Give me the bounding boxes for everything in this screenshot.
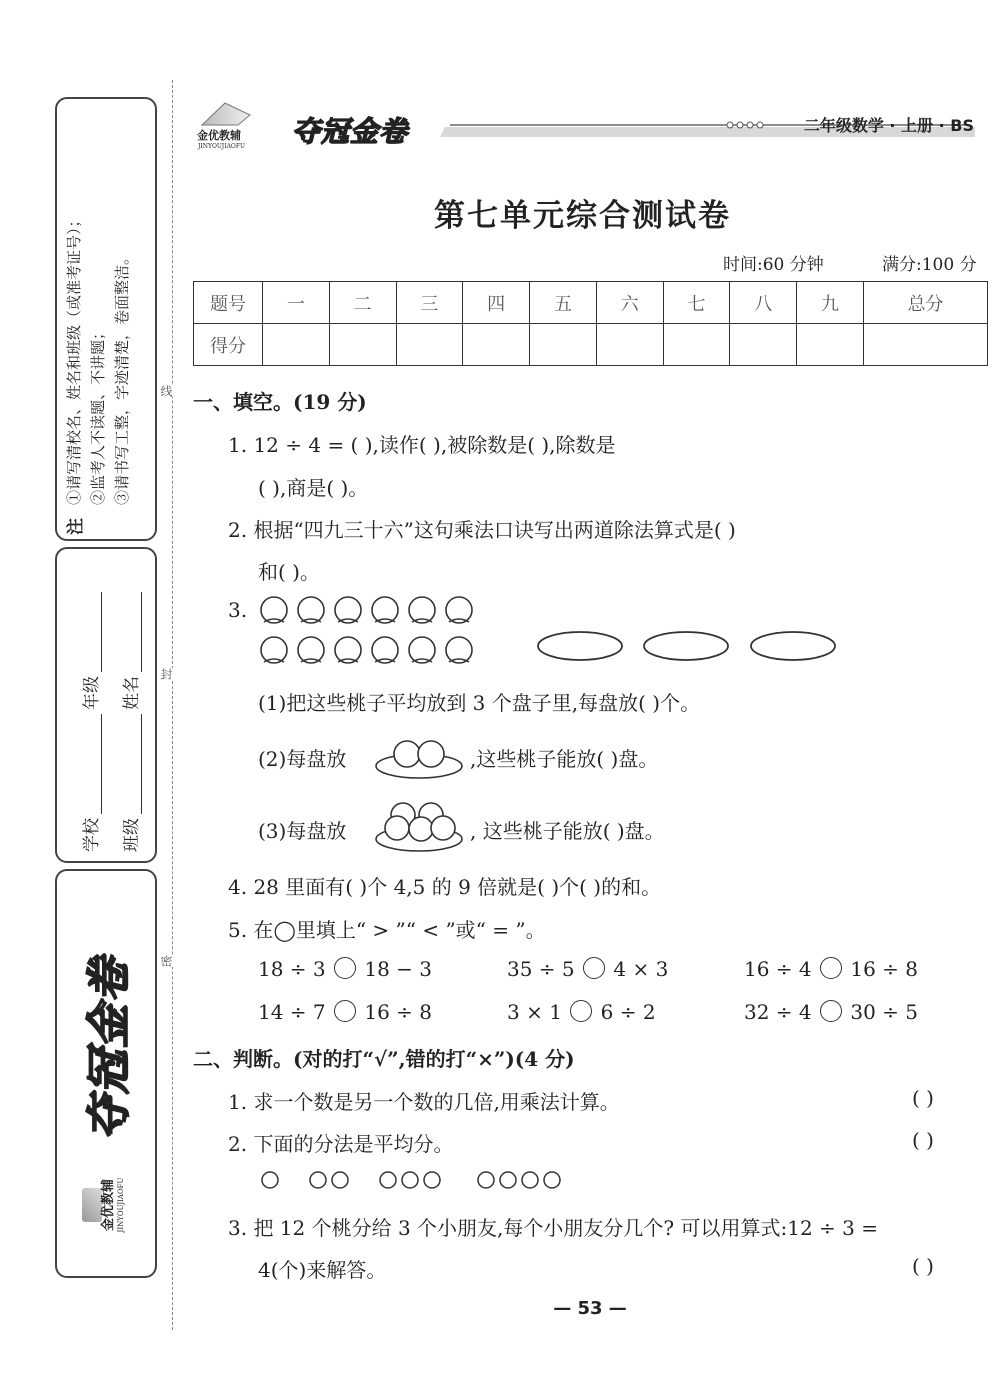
peach-icon: [409, 597, 435, 623]
compare-right: 18 − 3: [364, 957, 433, 981]
q2-line2: 和( )。: [258, 560, 320, 584]
compare-left: 3 × 1: [507, 1000, 562, 1024]
student-info: [62, 552, 148, 852]
cell-header: 三: [396, 282, 463, 324]
compare-circle-blank[interactable]: [820, 957, 842, 979]
q2-line1: 2. 根据“四九三十六”这句乘法口诀写出两道除法算式是( ): [228, 518, 736, 542]
plate-with-4-peaches-icon: [373, 795, 465, 855]
q3-part2-suffix: ,这些桃子能放( )盘。: [470, 747, 659, 771]
compare-5: [507, 1000, 656, 1024]
score-cell[interactable]: [396, 324, 463, 366]
header-logo: 夺冠金卷: [292, 115, 409, 148]
peach-icon: [335, 597, 361, 623]
class-label: 班级: [122, 818, 142, 852]
compare-circle-blank[interactable]: [820, 1000, 842, 1022]
side-brand-en: JINYOUJIAOFU: [117, 1177, 125, 1233]
q5: 5. 在◯里填上“ > ”“ < ”或“ = ”。: [228, 918, 546, 942]
compare-2: [507, 957, 668, 981]
q1-line2: ( ),商是( )。: [258, 476, 369, 500]
compare-left: 14 ÷ 7: [258, 1000, 326, 1024]
grade-field[interactable]: [101, 592, 102, 672]
cell-header: 六: [596, 282, 663, 324]
q3-part2-prefix: (2)每盘放: [258, 747, 347, 771]
judge-q1: 1. 求一个数是另一个数的几倍,用乘法计算。: [228, 1090, 620, 1114]
peach-icon: [335, 637, 361, 663]
cell-header: 五: [530, 282, 597, 324]
compare-right: 16 ÷ 8: [850, 957, 919, 981]
peach-icon: [298, 637, 324, 663]
school-label: 学校: [82, 818, 102, 852]
score-cell[interactable]: [263, 324, 330, 366]
compare-right: 16 ÷ 8: [364, 1000, 433, 1024]
score-table-score-row: [194, 324, 988, 366]
compare-right: 6 ÷ 2: [600, 1000, 656, 1024]
name-field[interactable]: [141, 592, 142, 672]
header-brand: 金优教辅: [197, 129, 241, 142]
score-cell[interactable]: [329, 324, 396, 366]
peach-icon: [261, 597, 287, 623]
score-cell[interactable]: [463, 324, 530, 366]
cut-mark-xian: 线: [159, 385, 173, 397]
header-brand-en: JINYOUJIAOFU: [198, 143, 246, 150]
notice-text: [58, 105, 154, 535]
cell-header: 题号: [194, 282, 263, 324]
compare-circle-blank[interactable]: [334, 957, 356, 979]
peach-icon: [446, 597, 472, 623]
section1-heading: 一、填空。(19 分): [193, 390, 367, 414]
notice-heading: 注: [66, 518, 86, 535]
peach-icon: [372, 637, 398, 663]
judge-q3-answer-bracket[interactable]: ( ): [912, 1254, 934, 1278]
name-label: 姓名: [122, 676, 142, 710]
score-cell[interactable]: [596, 324, 663, 366]
score-cell[interactable]: [663, 324, 730, 366]
q3-part3-prefix: (3)每盘放: [258, 819, 347, 843]
peach-icon: [409, 637, 435, 663]
cell-header: 八: [730, 282, 797, 324]
cut-mark-feng: 封: [159, 668, 173, 680]
compare-left: 35 ÷ 5: [507, 957, 575, 981]
section2-heading: 二、判断。(对的打“√”,错的打“×”)(4 分): [193, 1047, 575, 1071]
peach-icon: [446, 637, 472, 663]
q4: 4. 28 里面有( )个 4,5 的 9 倍就是( )个( )的和。: [228, 875, 662, 899]
compare-left: 32 ÷ 4: [744, 1000, 812, 1024]
side-logo: [70, 880, 140, 1240]
notice-line-3: ③请书写工整，字迹清楚，卷面整洁。: [113, 249, 131, 505]
compare-1: [258, 957, 432, 981]
plate-icon: [538, 632, 622, 660]
score-table: [193, 281, 988, 366]
plate-icon: [644, 632, 728, 660]
page-number: — 53 —: [553, 1298, 627, 1319]
side-brand-icon: [82, 1188, 102, 1222]
q1-line1: 1. 12 ÷ 4 = ( ),读作( ),被除数是( ),除数是: [228, 433, 616, 457]
judge-q2: 2. 下面的分法是平均分。: [228, 1132, 454, 1156]
q3-part1: (1)把这些桃子平均放到 3 个盘子里,每盘放( )个。: [258, 691, 701, 715]
compare-circle-blank[interactable]: [334, 1000, 356, 1022]
cell-header: 四: [463, 282, 530, 324]
score-cell[interactable]: [797, 324, 864, 366]
judge-q2-answer-bracket[interactable]: ( ): [912, 1128, 934, 1152]
compare-4: [258, 1000, 432, 1024]
notice-line-1: ①请写清校名、姓名和班级（或准考证号）；: [65, 212, 83, 505]
time-limit: 时间:60 分钟: [723, 255, 824, 275]
score-row-label: 得分: [194, 324, 263, 366]
side-brand: 金优教辅: [101, 1179, 116, 1232]
score-table-header-row: [194, 282, 988, 324]
judge-q1-answer-bracket[interactable]: ( ): [912, 1086, 934, 1110]
q3-part3-suffix: , 这些桃子能放( )盘。: [470, 819, 665, 843]
score-cell[interactable]: [863, 324, 987, 366]
judge-q3-line1: 3. 把 12 个桃分给 3 个小朋友,每个小朋友分几个? 可以用算式:12 ÷ 3 =: [228, 1216, 878, 1240]
plate-icon: [751, 632, 835, 660]
compare-right: 4 × 3: [613, 957, 669, 981]
cell-header: 二: [329, 282, 396, 324]
header-grade: 二年级数学 · 上册 · BS: [803, 116, 974, 135]
peaches-and-plates-illustration: [256, 592, 846, 672]
full-score: 满分:100 分: [882, 255, 977, 275]
peach-icon: [298, 597, 324, 623]
q3-number: 3.: [228, 598, 248, 622]
notice-line-2: ②监考人不读题、不讲题；: [89, 324, 107, 505]
score-cell[interactable]: [530, 324, 597, 366]
cell-header: 七: [663, 282, 730, 324]
compare-left: 18 ÷ 3: [258, 957, 326, 981]
school-field[interactable]: [101, 714, 102, 814]
grouped-circles-illustration: [258, 1168, 578, 1192]
side-logo-text: 夺冠金卷: [84, 956, 135, 1140]
judge-q3-line2: 4(个)来解答。: [258, 1258, 387, 1282]
compare-right: 30 ÷ 5: [850, 1000, 919, 1024]
class-field[interactable]: [141, 714, 142, 814]
compare-left: 16 ÷ 4: [744, 957, 812, 981]
peach-icon: [372, 597, 398, 623]
cell-header: 九: [797, 282, 864, 324]
compare-circle-blank[interactable]: [583, 957, 605, 979]
peach-icon: [261, 637, 287, 663]
cut-mark-mi: 密: [159, 955, 173, 967]
score-cell[interactable]: [730, 324, 797, 366]
cut-line: [172, 80, 173, 1330]
cell-header: 总分: [863, 282, 987, 324]
compare-circle-blank[interactable]: [570, 1000, 592, 1022]
page-title: 第七单元综合测试卷: [434, 198, 731, 234]
compare-6: [744, 1000, 918, 1024]
compare-3: [744, 957, 918, 981]
plate-with-2-peaches-icon: [373, 732, 465, 780]
grade-label: 年级: [82, 676, 102, 710]
cell-header: 一: [263, 282, 330, 324]
